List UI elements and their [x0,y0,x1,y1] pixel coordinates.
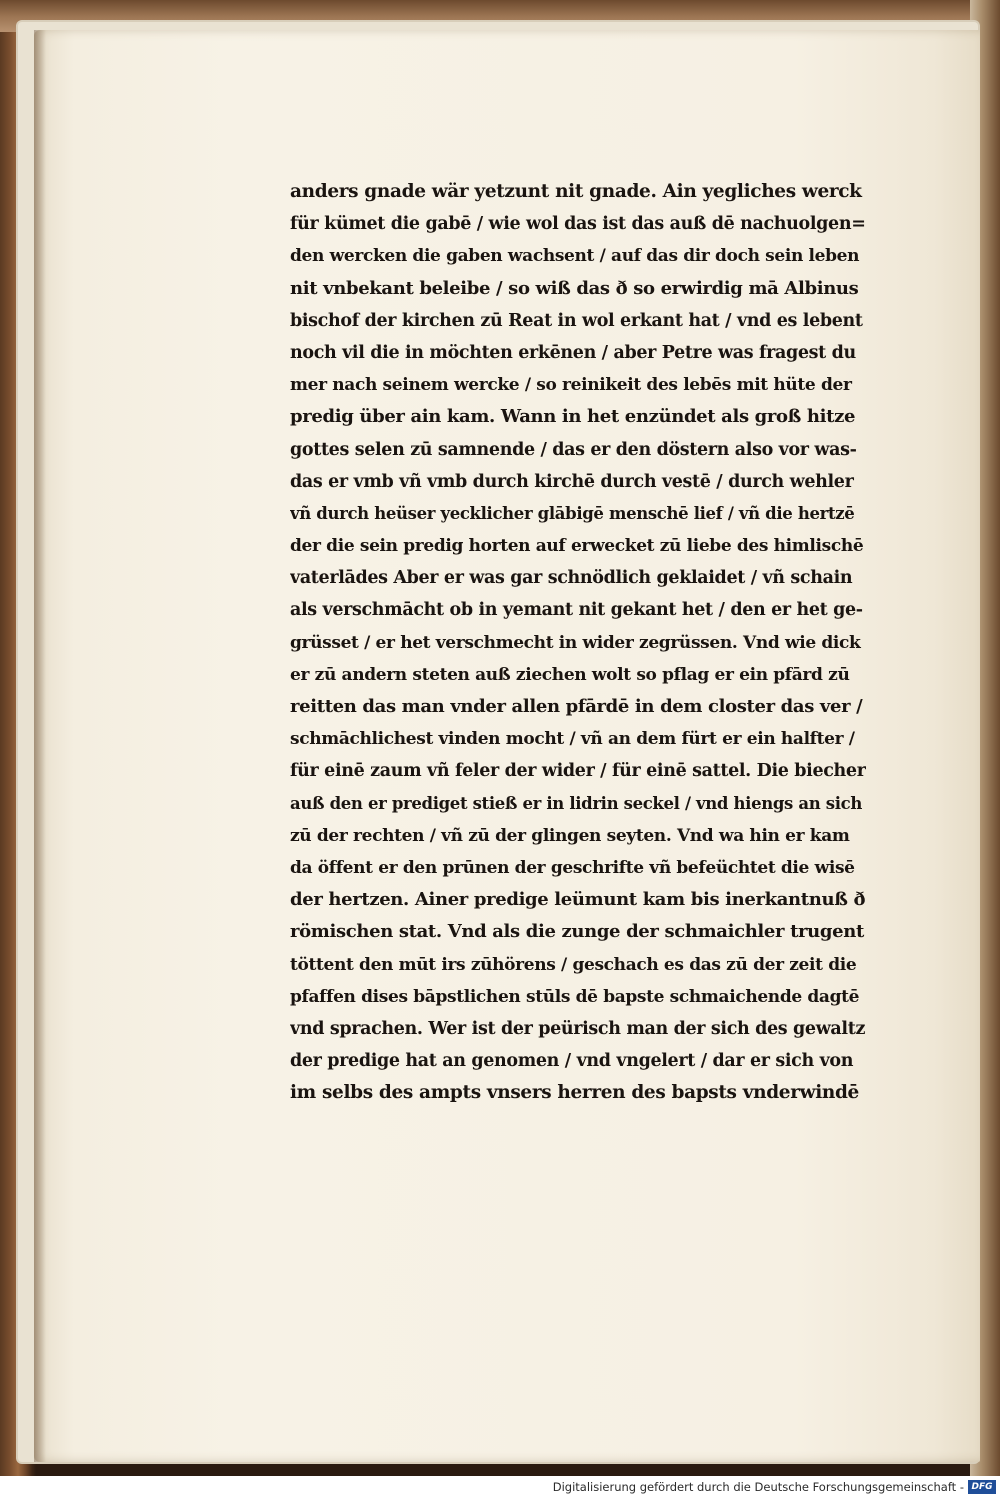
text-line: reitten das man vnder allen pfārdē in dem closter das ver / [290,696,863,717]
text-line: gottes selen zū samnende / das er den döstern also vor was- [290,439,857,460]
text-line: er zū andern steten auß ziechen wolt so pflag er ein pfārd zū [290,664,850,685]
text-line: noch vil die in möchten erkēnen / aber Petre was fragest du [290,342,856,363]
text-line: der hertzen. Ainer predige leümunt kam bis inerkantnuß ð [290,889,866,911]
text-line: schmāchlichest vinden mocht / vñ an dem fürt er ein halfter / [290,729,855,750]
text-line: im selbs des ampts vnsers herren des bapsts vnderwindē [290,1082,859,1104]
text-line: für einē zaum vñ feler der wider / für einē sattel. Die biecher [290,761,866,782]
text-line: töttent den mūt irs zūhörens / geschach es das zū der zeit die [290,954,857,975]
gutter-shadow [34,30,46,1462]
dfg-logo-icon: DFG [968,1480,996,1494]
text-line: vaterlādes Aber er was gar schnödlich geklaidet / vñ schain [290,568,853,589]
printed-text-block [290,176,866,1109]
text-line: anders gnade wär yetzunt nit gnade. Ain yegliches werck [290,181,862,202]
text-line: das er vmb vñ vmb durch kirchē durch vestē / durch wehler [290,471,854,492]
footer-bar [0,1476,1000,1499]
text-line: vnd sprachen. Wer ist der peürisch man der sich des gewaltz [290,1018,866,1039]
text-line: pfaffen dises bāpstlichen stūls dē bapste schmaichende dagtē [290,986,860,1007]
text-line: der predige hat an genomen / vnd vngelert / dar er sich von [290,1051,854,1072]
funding-credit: Digitalisierung gefördert durch die Deutsche Forschungsgemeinschaft - [552,1480,964,1494]
text-line: da öffent er den prūnen der geschrifte vñ befeüchtet die wisē [290,857,855,878]
text-line: auß den er prediget stieß er in lidrin seckel / vnd hiengs an sich [290,793,862,813]
text-line: den wercken die gaben wachsent / auf das dir doch sein leben [290,246,860,267]
text-line: als verschmācht ob in yemant nit gekant het / den er het ge- [290,600,863,621]
text-line: für kümet die gabē / wie wol das ist das auß dē nachuolgen= [290,214,866,235]
text-line: bischof der kirchen zū Reat in wol erkant hat / vnd es lebent [290,310,863,331]
text-line: nit vnbekant beleibe / so wiß das ð so erwirdig mā Albinus [290,277,859,299]
text-line: zū der rechten / vñ zū der glingen seyten. Vnd wa hin er kam [290,825,850,846]
text-line: predig über ain kam. Wann in het enzündet als groß hitze [290,406,856,428]
text-line: grüsset / er het verschmecht in wider zegrüssen. Vnd wie dick [290,632,861,653]
text-line: der die sein predig horten auf erwecket zū liebe des himlischē [290,536,864,557]
text-line: vñ durch heüser yecklicher glābigē menschē lief / vñ die hertzē [290,503,855,523]
text-line: mer nach seinem wercke / so reinikeit des lebēs mit hüte der [290,375,852,396]
text-line: römischen stat. Vnd als die zunge der schmaichler trugent [290,921,864,943]
